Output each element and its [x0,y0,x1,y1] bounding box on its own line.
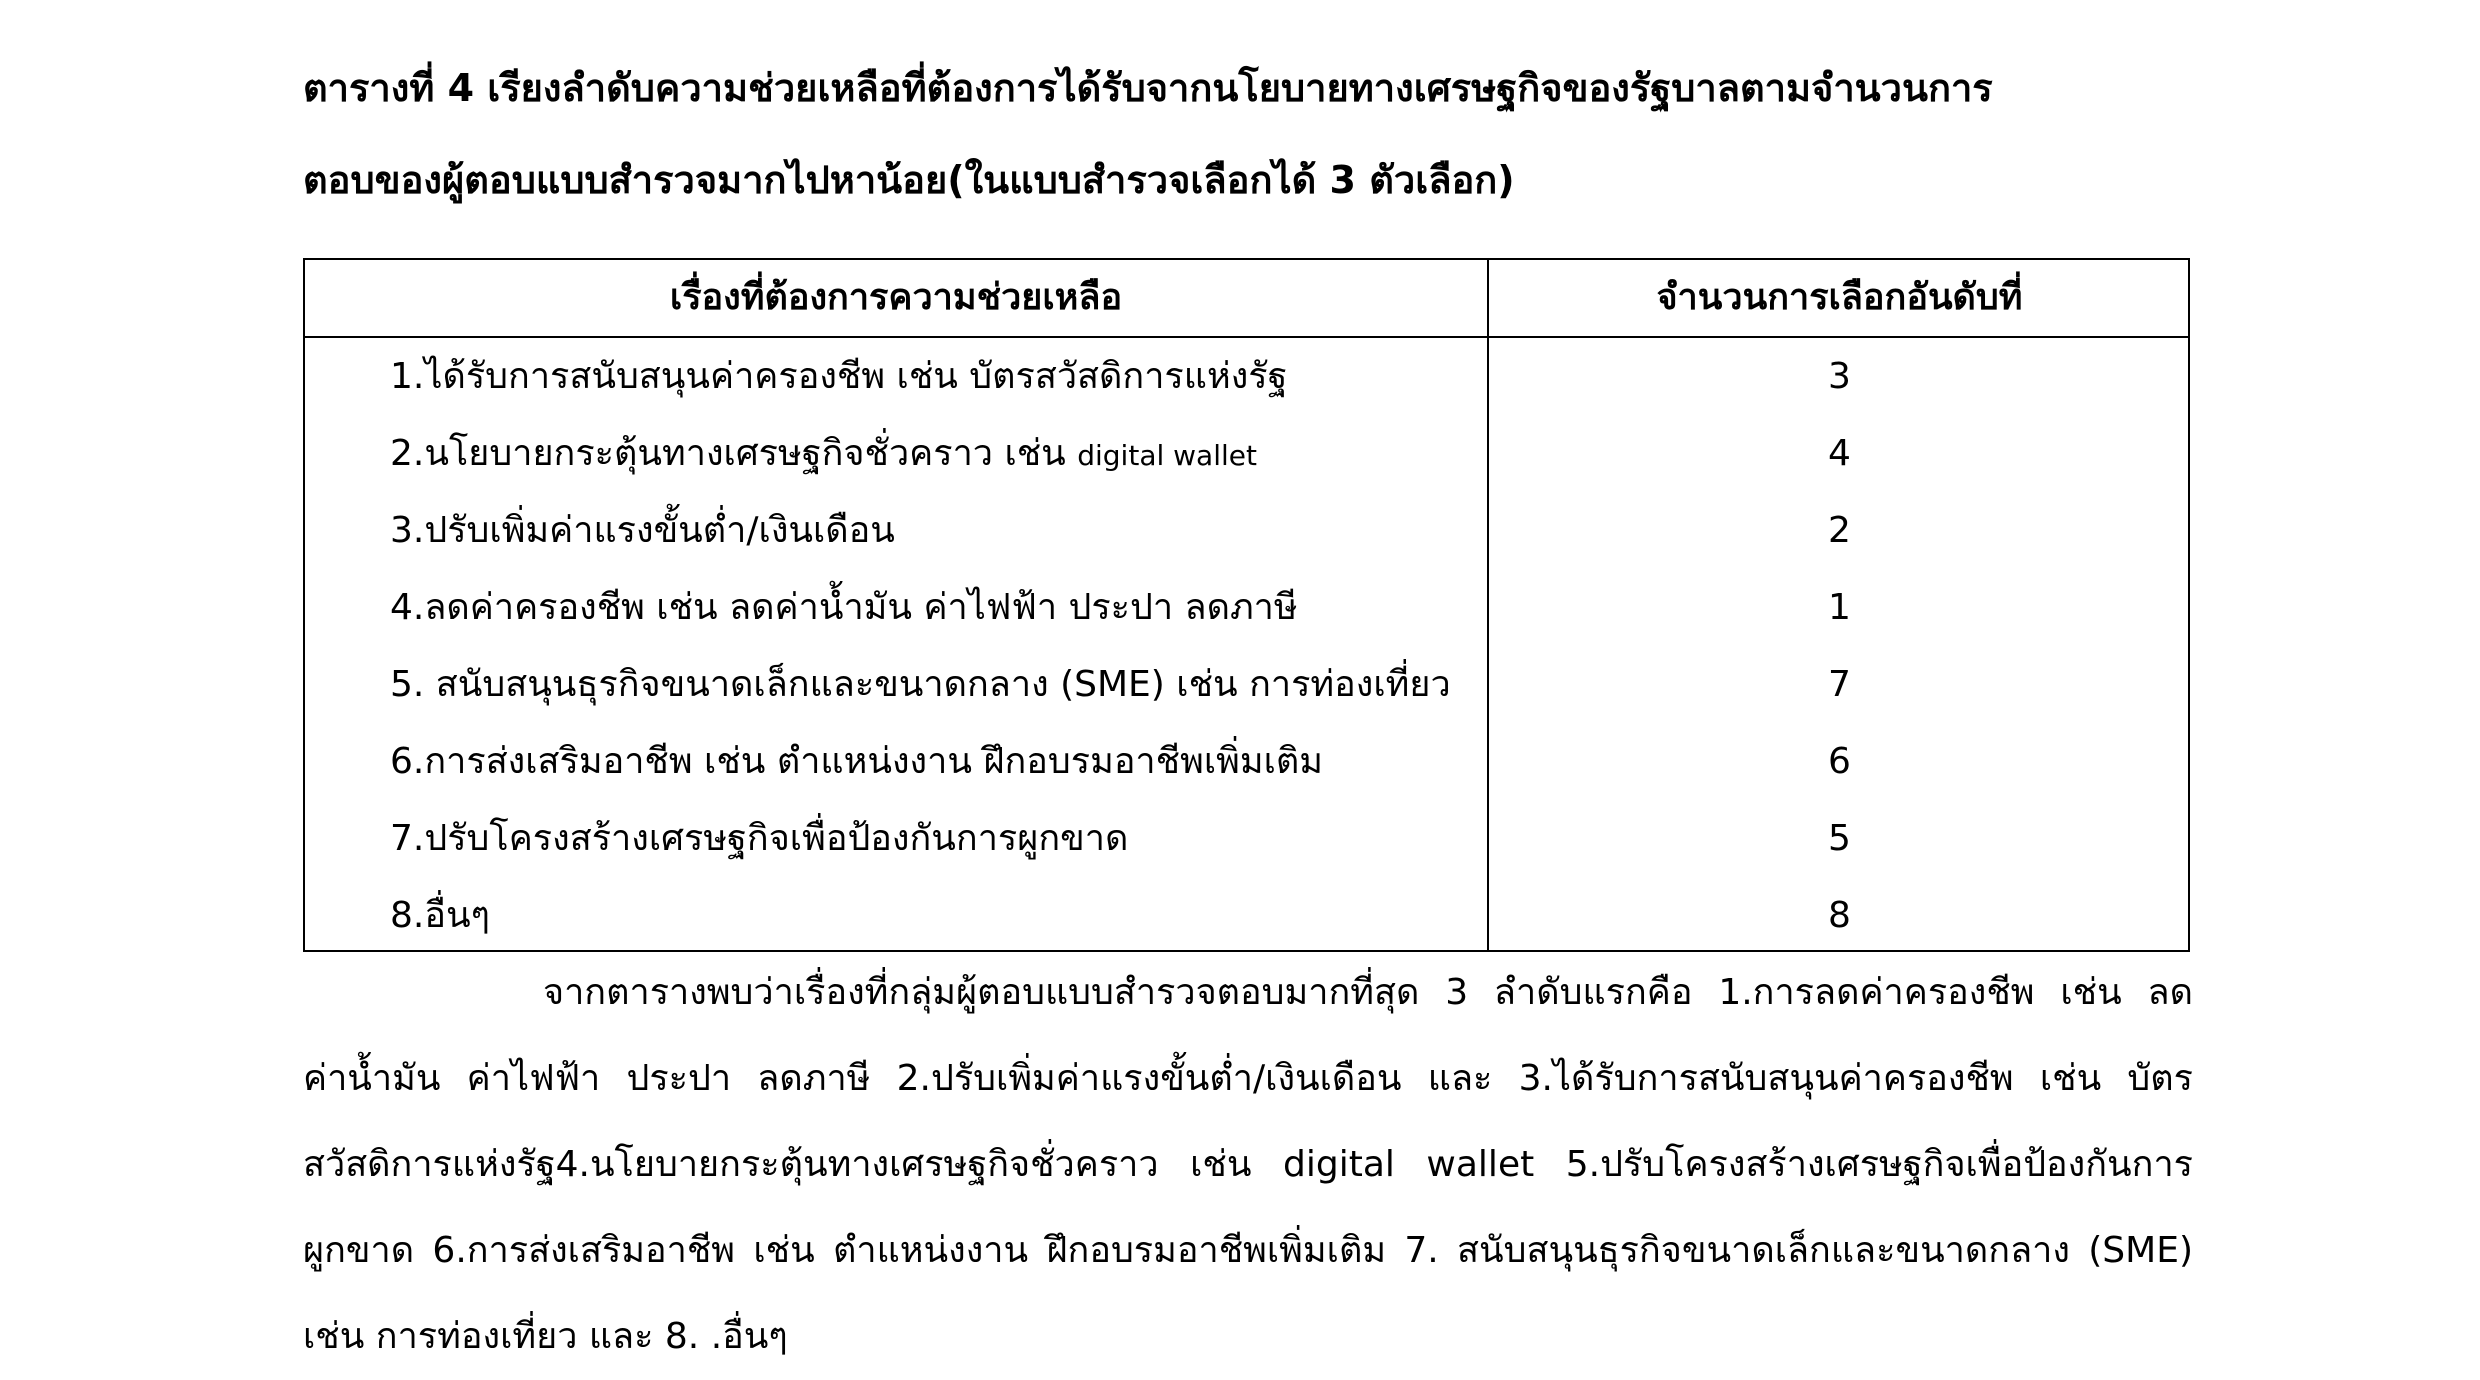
row-topic-text: 6.การส่งเสริมอาชีพ เช่น ตำแหน่งงาน ฝึกอบรมอาชีพเพิ่มเติม [390,741,1323,782]
row-topic-text: 4.ลดค่าครองชีพ เช่น ลดค่าน้ำมัน ค่าไฟฟ้า ประปา ลดภาษี [390,587,1298,628]
row-topic [390,569,1480,648]
row-topic [390,723,1480,802]
row-topic [390,338,1480,417]
table-row [305,338,2188,415]
table-row [305,569,2188,646]
table-caption [303,42,2203,226]
row-rank: 6 [1828,741,1851,782]
row-topic-text: 3.ปรับเพิ่มค่าแรงขั้นต่ำ/เงินเดือน [390,510,895,551]
row-topic-text: 5. สนับสนุนธุรกิจขนาดเล็กและขนาดกลาง (SME) เช่น การท่องเที่ยว [390,664,1451,705]
row-rank: 3 [1828,356,1851,397]
table-row [305,415,2188,492]
table-row [305,646,2188,723]
row-rank: 8 [1828,895,1851,936]
summary-paragraph: จากตารางพบว่าเรื่องที่กลุ่มผู้ตอบแบบสำรวจตอบมากที่สุด 3 ลำดับแรกคือ 1.การลดค่าครองชีพ เช่น ลดค่าน้ำมัน ค่าไฟฟ้า ประปา ลดภาษี 2.ปรับเพิ่มค่าแรงขั้นต่ำ/เงินเดือน และ 3.ได้รับการสนับสนุนค่าครองชีพ เช่น บัตรสวัสดิการแห่งรัฐ4.นโยบายกระตุ้นทางเศรษฐกิจชั่วคราว เช่น digital wallet 5.ปรับโครงสร้างเศรษฐกิจเพื่อป้องกันการผูกขาด 6.การส่งเสริมอาชีพ เช่น ตำแหน่งงาน ฝึกอบรมอาชีพเพิ่มเติม 7. สนับสนุนธุรกิจขนาดเล็กและขนาดกลาง (SME) เช่น การท่องเที่ยว และ 8. .อื่นๆ [303,972,2193,1357]
ranking-table [303,258,2190,952]
row-rank: 7 [1828,664,1851,705]
row-topic-text: 1.ได้รับการสนับสนุนค่าครองชีพ เช่น บัตรสวัสดิการแห่งรัฐ [390,356,1288,397]
row-topic [390,415,1480,494]
header-topic: เรื่องที่ต้องการความช่วยเหลือ [669,277,1123,318]
row-rank: 2 [1828,510,1851,551]
table-row [305,877,2188,954]
row-topic [390,646,1480,725]
row-rank: 4 [1828,433,1851,474]
table-row [305,492,2188,569]
row-topic [390,800,1480,879]
table-row [305,723,2188,800]
row-topic-text: 2.นโยบายกระตุ้นทางเศรษฐกิจชั่วคราว เช่น [390,433,1078,474]
header-rank: จำนวนการเลือกอันดับที่ [1656,277,2023,318]
row-rank: 5 [1828,818,1851,859]
row-topic [390,877,1480,956]
row-topic-text: 7.ปรับโครงสร้างเศรษฐกิจเพื่อป้องกันการผูกขาด [390,818,1129,859]
table-row [305,800,2188,877]
row-topic [390,492,1480,571]
caption-line-1: ตารางที่ 4 เรียงลำดับความช่วยเหลือที่ต้องการได้รับจากนโยบายทางเศรษฐกิจของรัฐบาลตามจำนวนการ [303,66,1993,110]
row-topic-text: 8.อื่นๆ [390,895,490,936]
row-rank: 1 [1828,587,1851,628]
caption-line-2: ตอบของผู้ตอบแบบสำรวจมากไปหาน้อย(ในแบบสำรวจเลือกได้ 3 ตัวเลือก) [303,158,1515,202]
row-topic-latin: digital wallet [1077,439,1257,472]
